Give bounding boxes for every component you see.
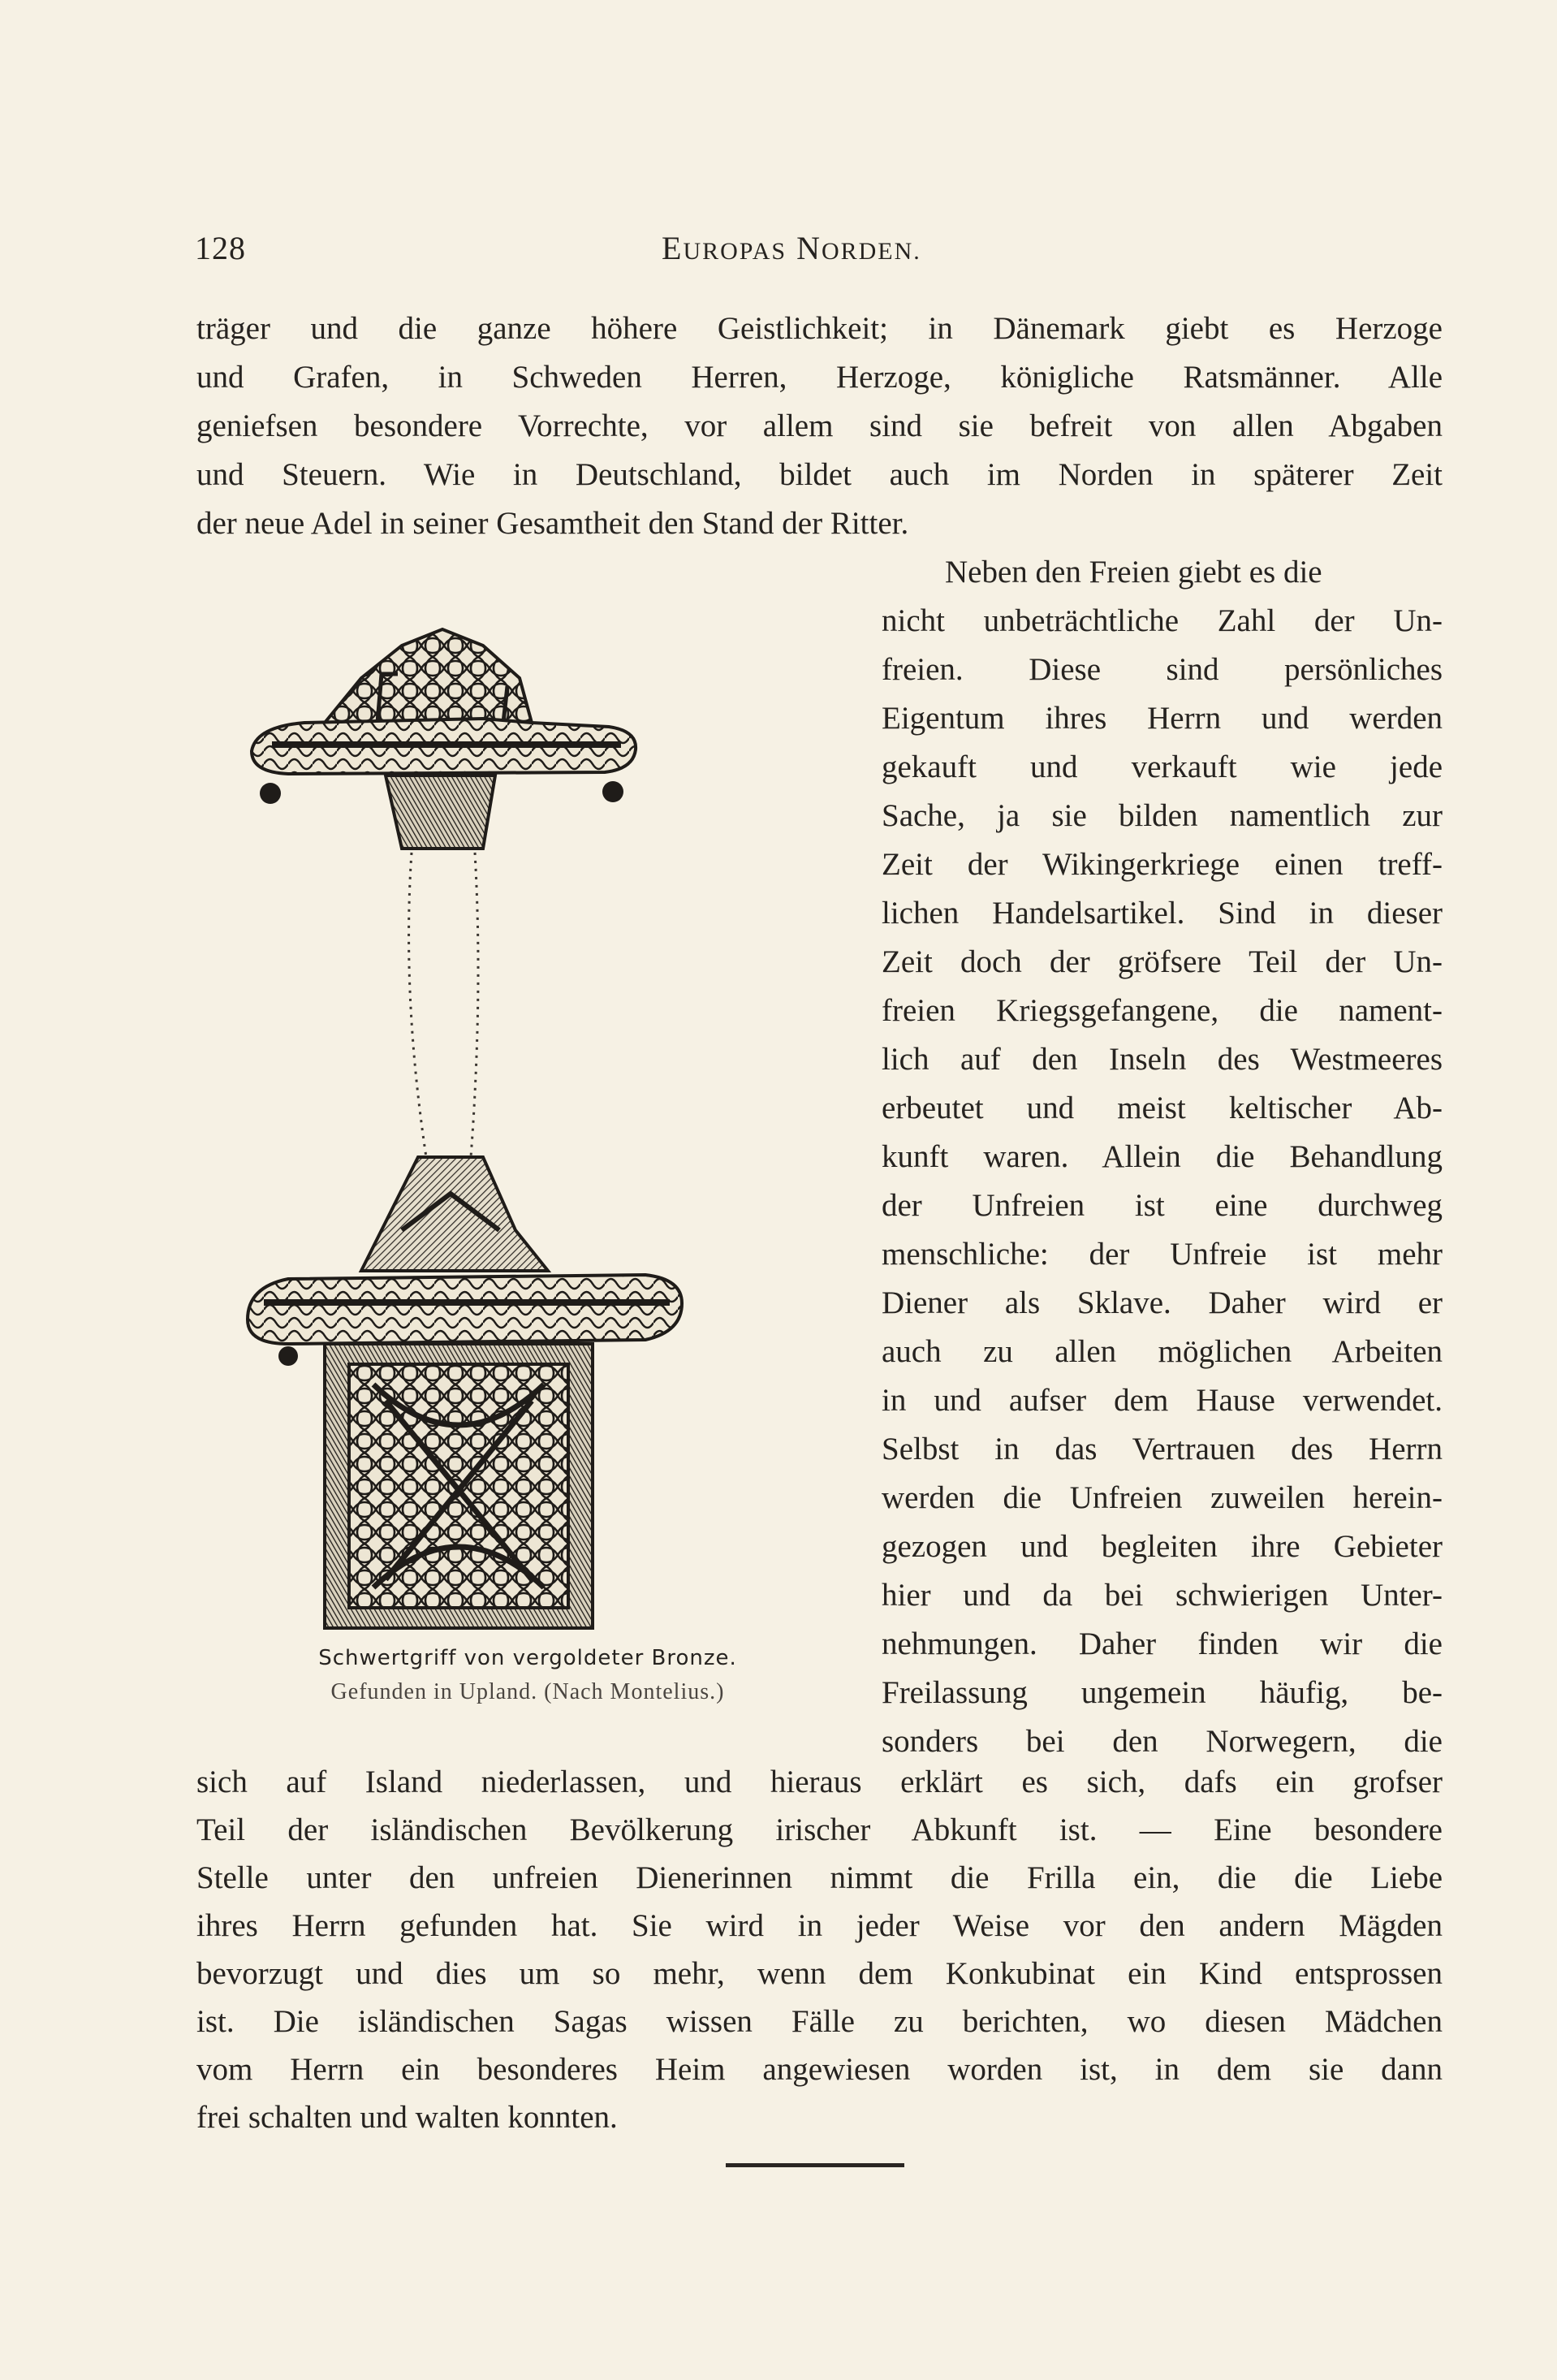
running-head-rest-1: UROPAS <box>683 238 787 265</box>
text-line: in und aufser dem Hause verwendet. <box>882 1383 1443 1418</box>
text-line: gezogen und begleiten ihre Gebieter <box>882 1529 1443 1564</box>
text-line: geniefsen besondere Vorrechte, vor allem sind sie befreit von allen Abgaben <box>196 408 1443 443</box>
text-line: bevorzugt und dies um so mehr, wenn dem Konkubinat ein Kind entsprossen <box>196 1956 1443 1991</box>
text-line: Neben den Freien giebt es die <box>945 555 1322 590</box>
text-line: Freilassung ungemein häufig, be- <box>882 1675 1443 1710</box>
text-line: nicht unbeträchtliche Zahl der Un- <box>882 603 1443 638</box>
footer-rule <box>726 2163 904 2167</box>
running-head-initial-1: E <box>662 230 684 266</box>
text-line: lichen Handelsartikel. Sind in dieser <box>882 896 1443 931</box>
text-line: und Steuern. Wie in Deutschland, bildet auch im Norden in späterer Zeit <box>196 457 1443 492</box>
text-line: erbeutet und meist keltischer Ab- <box>882 1091 1443 1125</box>
text-line: ihres Herrn gefunden hat. Sie wird in jeder Weise vor den andern Mägden <box>196 1908 1443 1943</box>
grip <box>409 853 478 1157</box>
text-line: Sache, ja sie bilden namentlich zur <box>882 798 1443 833</box>
text-line: ist. Die isländischen Sagas wissen Fälle zu berichten, wo diesen Mädchen <box>196 2004 1443 2039</box>
text-line: freien. Diese sind persönliches <box>882 652 1443 687</box>
upper-guard <box>252 719 636 849</box>
text-line: auch zu allen möglichen Arbeiten <box>882 1334 1443 1369</box>
text-line: der neue Adel in seiner Gesamtheit den Stand der Ritter. <box>196 506 909 541</box>
text-line: frei schalten und walten konnten. <box>196 2100 618 2135</box>
text-line: sonders bei den Norwegern, die <box>882 1724 1443 1759</box>
lower-guard <box>248 1157 682 1366</box>
text-line: menschliche: der Unfreie ist mehr <box>882 1237 1443 1272</box>
text-line: nehmungen. Daher finden wir die <box>882 1626 1443 1661</box>
running-head-rest-2: ORDEN. <box>821 238 921 265</box>
blade-plate <box>325 1344 593 1628</box>
text-line: Zeit der Wikingerkriege einen treff- <box>882 847 1443 882</box>
text-line: werden die Unfreien zuweilen herein- <box>882 1480 1443 1515</box>
figure-caption-title: Schwertgriff von vergoldeter Bronze. <box>318 1646 737 1670</box>
text-line: Stelle unter den unfreien Dienerinnen nimmt die Frilla ein, die die Liebe <box>196 1860 1443 1895</box>
text-line: Eigentum ihres Herrn und werden <box>882 701 1443 736</box>
text-line: vom Herrn ein besonderes Heim angewiesen worden ist, in dem sie dann <box>196 2052 1443 2087</box>
figure-caption-source: Gefunden in Upland. (Nach Montelius.) <box>330 1679 725 1704</box>
running-head-initial-2: N <box>796 230 822 266</box>
text-line: gekauft und verkauft wie jede <box>882 749 1443 784</box>
text-line: lich auf den Inseln des Westmeeres <box>882 1042 1443 1077</box>
text-line: und Grafen, in Schweden Herren, Herzoge, königliche Ratsmänner. Alle <box>196 360 1443 395</box>
text-line: kunft waren. Allein die Behandlung <box>882 1139 1443 1174</box>
sword-hilt-illustration <box>239 589 848 1632</box>
text-line: Selbst in das Vertrauen des Herrn <box>882 1432 1443 1466</box>
text-line: freien Kriegsgefangene, die nament- <box>882 993 1443 1028</box>
text-line: träger und die ganze höhere Geistlichkeit; in Dänemark giebt es Herzoge <box>196 311 1443 346</box>
running-head <box>662 229 921 267</box>
text-line: Teil der isländischen Bevölkerung irischer Abkunft ist. — Eine besondere <box>196 1812 1443 1847</box>
text-line: Zeit doch der gröfsere Teil der Un- <box>882 944 1443 979</box>
text-line: Diener als Sklave. Daher wird er <box>882 1285 1443 1320</box>
text-line: der Unfreien ist eine durchweg <box>882 1188 1443 1223</box>
page-number: 128 <box>195 230 246 266</box>
pommel <box>325 629 532 723</box>
text-line: hier und da bei schwierigen Unter- <box>882 1578 1443 1613</box>
text-line: sich auf Island niederlassen, und hieraus erklärt es sich, dafs ein grofser <box>196 1764 1443 1799</box>
